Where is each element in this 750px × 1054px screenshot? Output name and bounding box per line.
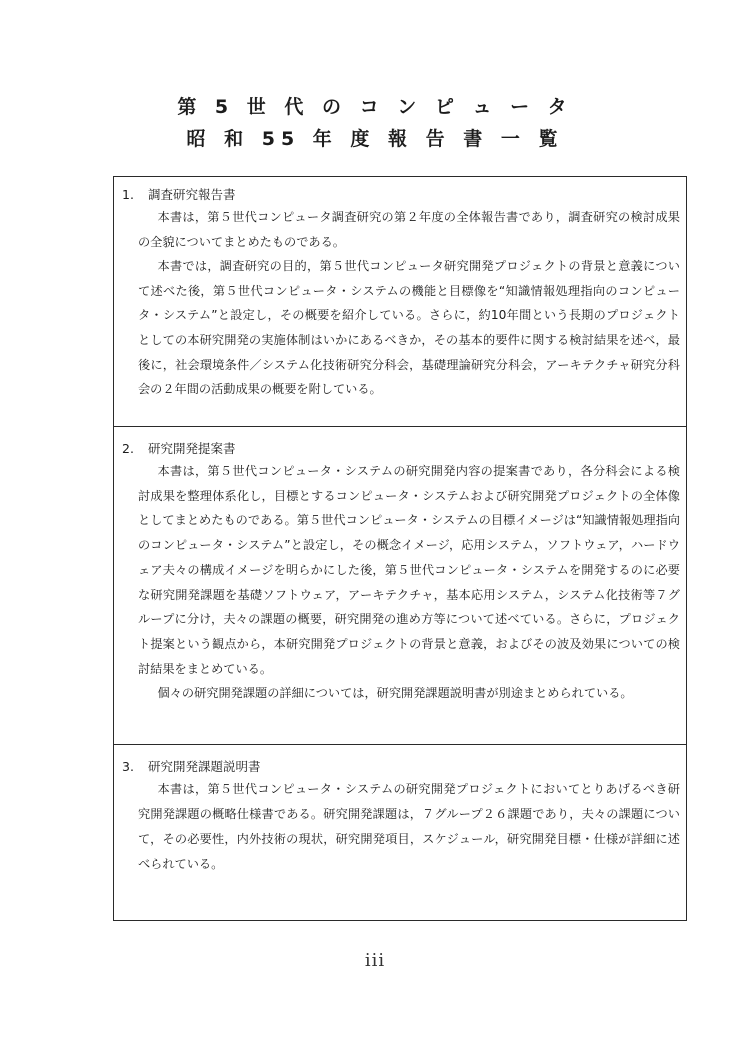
section-number: 1. <box>122 187 134 202</box>
section-heading <box>122 757 680 777</box>
report-section-3 <box>114 745 686 920</box>
page-number: iii <box>364 950 386 971</box>
section-heading <box>122 439 680 459</box>
section-paragraph: 本書は，第５世代コンピュータ・システムの研究開発プロジェクトにおいてとりあげるべき研究開発課題の概略仕様書である。研究開発課題は，７グループ２６課題であり，夫々の課題について，その必要性，内外技術の現状，研究開発項目，スケジュール，研究開発目標・仕様が詳細に述べられている。 <box>138 782 680 871</box>
section-heading <box>122 185 680 205</box>
section-paragraph: 個々の研究開発課題の詳細については，研究開発課題説明書が別途まとめられている。 <box>157 686 633 701</box>
report-section-2 <box>114 427 686 745</box>
section-title: 研究開発提案書 <box>148 441 236 456</box>
section-paragraph: 本書は，第５世代コンピュータ調査研究の第２年度の全体報告書であり，調査研究の検討成果の全貌についてまとめたものである。 <box>138 210 680 249</box>
report-section-1 <box>114 177 686 427</box>
report-list-frame <box>113 176 687 921</box>
section-paragraph: 本書は，第５世代コンピュータ・システムの研究開発内容の提案書であり，各分科会による検討成果を整理体系化し，目標とするコンピュータ・システムおよび研究開発プロジェクトの全体像としてまとめたものである。第５世代コンピュータ・システムの目標イメージは“知識情報処理指向のコンピュータ・システム”と設定し，その概念イメージ，応用システム，ソフトウェア，ハードウェア夫々の構成イメージを明らかにした後，第５世代コンピュータ・システムを開発するのに必要な研究開発課題を基礎ソフトウェア，アーキテクチャ，基本応用システム，システム化技術等７グループに分け，夫々の課題の概要，研究開発の進め方等について述べている。さらに，プロジェクト提案という観点から，本研究開発プロジェクトの背景と意義，およびその波及効果についての検討結果をまとめている。 <box>138 464 680 676</box>
section-paragraph: 本書では，調査研究の目的，第５世代コンピュータ研究開発プロジェクトの背景と意義について述べた後，第５世代コンピュータ・システムの機能と目標像を“知識情報処理指向のコンピュータ・システム”と設定し，その概要を紹介している。さらに，約10年間という長期のプロジェクトとしての本研究開発の実施体制はいかにあるべきか，その基本的要件に関する検討結果を述べ，最後に，社会環境条件／システム化技術研究分科会，基礎理論研究分科会，アーキテクチャ研究分科会の２年間の活動成果の概要を附している。 <box>138 259 680 397</box>
document-subtitle: 昭 和 55 年 度 報 告 書 一 覧 <box>186 128 564 150</box>
section-title: 研究開発課題説明書 <box>148 759 261 774</box>
section-number: 3. <box>122 759 134 774</box>
document-title: 第 5 世 代 の コ ン ピ ュ ー タ <box>177 96 573 118</box>
section-title: 調査研究報告書 <box>148 187 236 202</box>
section-number: 2. <box>122 441 134 456</box>
